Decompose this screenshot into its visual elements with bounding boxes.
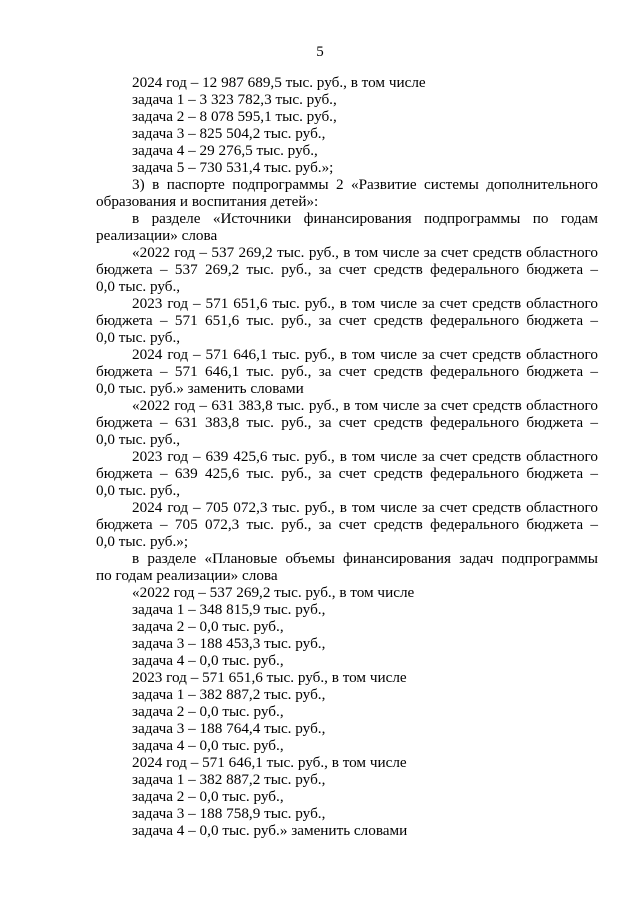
text-line: «2022 год – 631 383,8 тыс. руб., в том числе за счет средств областного (132, 397, 598, 414)
text-line: бюджета – 571 651,6 тыс. руб., за счет средств федерального бюджета – (96, 312, 598, 329)
document-body (96, 74, 598, 839)
text-line: образования и воспитания детей»: (96, 193, 319, 210)
text-line: 0,0 тыс. руб., (96, 431, 181, 448)
text-line: бюджета – 571 646,1 тыс. руб., за счет средств федерального бюджета – (96, 363, 598, 380)
text-line: «2022 год – 537 269,2 тыс. руб., в том числе за счет средств областного (132, 244, 598, 261)
text-line: задача 4 – 0,0 тыс. руб., (132, 652, 284, 669)
text-line: 2023 год – 571 651,6 тыс. руб., в том числе (132, 669, 407, 686)
text-line: 2024 год – 12 987 689,5 тыс. руб., в том числе (132, 74, 426, 91)
text-line: задача 4 – 29 276,5 тыс. руб., (132, 142, 318, 159)
text-line: задача 2 – 0,0 тыс. руб., (132, 788, 284, 805)
text-line: 2024 год – 705 072,3 тыс. руб., в том числе за счет средств областного (132, 499, 598, 516)
text-line: задача 3 – 825 504,2 тыс. руб., (132, 125, 326, 142)
text-line: 0,0 тыс. руб., (96, 329, 181, 346)
text-line: в разделе «Источники финансирования подпрограммы по годам (132, 210, 598, 227)
text-line: задача 1 – 348 815,9 тыс. руб., (132, 601, 326, 618)
text-line: задача 1 – 382 887,2 тыс. руб., (132, 686, 326, 703)
text-line: задача 2 – 0,0 тыс. руб., (132, 703, 284, 720)
text-line: бюджета – 631 383,8 тыс. руб., за счет средств федерального бюджета – (96, 414, 598, 431)
text-line: задача 3 – 188 758,9 тыс. руб., (132, 805, 326, 822)
text-line: бюджета – 537 269,2 тыс. руб., за счет средств федерального бюджета – (96, 261, 598, 278)
text-line: 2023 год – 639 425,6 тыс. руб., в том числе за счет средств областного (132, 448, 598, 465)
text-line: 2023 год – 571 651,6 тыс. руб., в том числе за счет средств областного (132, 295, 598, 312)
text-line: бюджета – 639 425,6 тыс. руб., за счет средств федерального бюджета – (96, 465, 598, 482)
page-number: 5 (316, 44, 324, 60)
text-line: 2024 год – 571 646,1 тыс. руб., в том числе за счет средств областного (132, 346, 598, 363)
text-line: 0,0 тыс. руб., (96, 482, 181, 499)
text-line: задача 3 – 188 764,4 тыс. руб., (132, 720, 326, 737)
text-line: 2024 год – 571 646,1 тыс. руб., в том числе (132, 754, 407, 771)
text-line: задача 4 – 0,0 тыс. руб., (132, 737, 284, 754)
text-line: 0,0 тыс. руб.»; (96, 533, 189, 550)
text-line: задача 4 – 0,0 тыс. руб.» заменить словами (132, 822, 408, 839)
text-line: «2022 год – 537 269,2 тыс. руб., в том числе (132, 584, 415, 601)
text-line: задача 1 – 382 887,2 тыс. руб., (132, 771, 326, 788)
text-line: в разделе «Плановые объемы финансирования задач подпрограммы (132, 550, 598, 567)
text-line: задача 5 – 730 531,4 тыс. руб.»; (132, 159, 334, 176)
text-line: по годам реализации» слова (96, 567, 278, 584)
text-line: 0,0 тыс. руб., (96, 278, 181, 295)
text-line: задача 3 – 188 453,3 тыс. руб., (132, 635, 326, 652)
text-line: 0,0 тыс. руб.» заменить словами (96, 380, 304, 397)
text-line: задача 1 – 3 323 782,3 тыс. руб., (132, 91, 337, 108)
text-line: 3) в паспорте подпрограммы 2 «Развитие системы дополнительного (132, 176, 598, 193)
text-line: реализации» слова (96, 227, 218, 244)
text-line: задача 2 – 0,0 тыс. руб., (132, 618, 284, 635)
text-line: задача 2 – 8 078 595,1 тыс. руб., (132, 108, 337, 125)
text-line: бюджета – 705 072,3 тыс. руб., за счет средств федерального бюджета – (96, 516, 598, 533)
